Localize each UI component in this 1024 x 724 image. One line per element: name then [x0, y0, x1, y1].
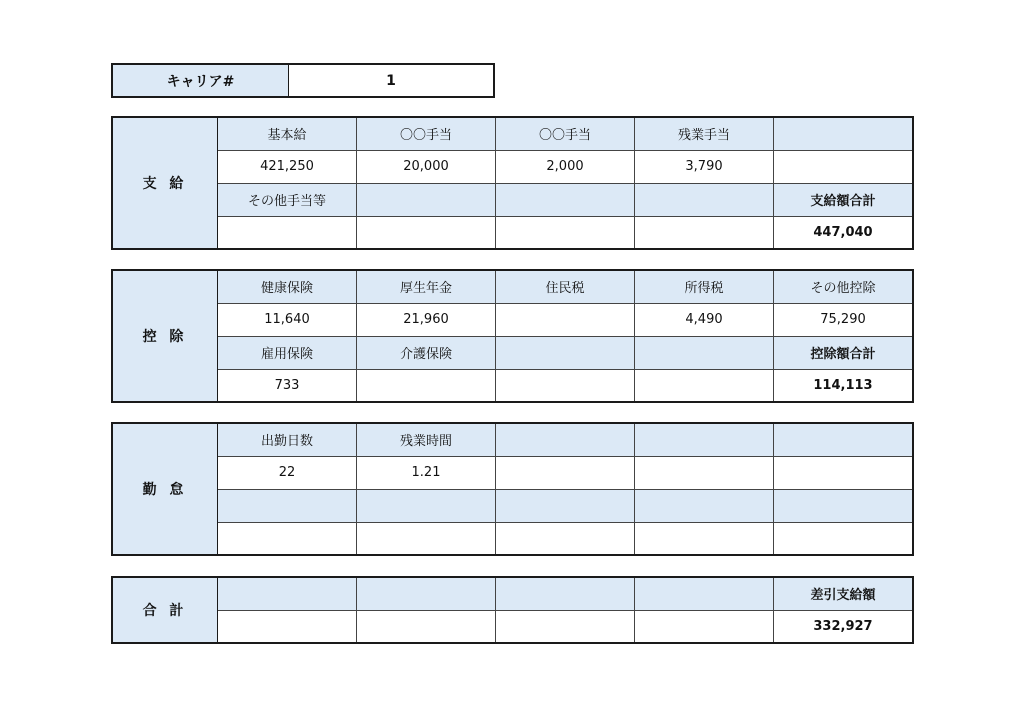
deduction-cell: [496, 336, 635, 369]
attendance-cell: [635, 456, 774, 489]
attendance-cell: [635, 423, 774, 456]
attendance-cell: 22: [218, 456, 357, 489]
attendance-cell: 出勤日数: [218, 423, 357, 456]
career-value: 1: [386, 72, 396, 89]
attendance-cell: [635, 522, 774, 555]
pay-cell: 3,790: [635, 150, 774, 183]
deduction-cell: 雇用保険: [218, 336, 357, 369]
deduction-cell: [496, 369, 635, 402]
attendance-cell: [496, 489, 635, 522]
deduction-cell: 733: [218, 369, 357, 402]
attendance-cell: 1.21: [357, 456, 496, 489]
deduction-cell: 75,290: [774, 303, 914, 336]
deduction-total-value: 114,113: [774, 369, 914, 402]
pay-cell: 20,000: [357, 150, 496, 183]
total-heading: 合 計: [112, 577, 218, 643]
deduction-cell: 健康保険: [218, 270, 357, 303]
pay-cell: [218, 216, 357, 249]
attendance-cell: [774, 456, 914, 489]
total-cell: [357, 577, 496, 610]
deduction-cell: 介護保険: [357, 336, 496, 369]
pay-cell: [774, 150, 914, 183]
deduction-cell: 厚生年金: [357, 270, 496, 303]
pay-section: [111, 116, 914, 250]
total-cell: [357, 610, 496, 643]
total-section: [111, 576, 914, 644]
pay-cell: [635, 183, 774, 216]
attendance-cell: [635, 489, 774, 522]
attendance-section: [111, 422, 914, 556]
attendance-cell: [357, 522, 496, 555]
attendance-cell: 残業時間: [357, 423, 496, 456]
attendance-cell: [496, 423, 635, 456]
total-cell: [635, 577, 774, 610]
total-cell: [635, 610, 774, 643]
attendance-cell: [496, 456, 635, 489]
pay-cell: [357, 183, 496, 216]
deduction-cell: その他控除: [774, 270, 914, 303]
career-label: キャリア#: [113, 65, 289, 96]
deduction-cell: [635, 369, 774, 402]
deduction-cell: 11,640: [218, 303, 357, 336]
deduction-cell: 4,490: [635, 303, 774, 336]
deduction-cell: 21,960: [357, 303, 496, 336]
deduction-total-label: 控除額合計: [774, 336, 914, 369]
attendance-cell: [496, 522, 635, 555]
pay-heading: 支 給: [112, 117, 218, 249]
pay-total-label: 支給額合計: [774, 183, 914, 216]
pay-cell: [496, 216, 635, 249]
attendance-cell: [774, 522, 914, 555]
total-cell: [218, 577, 357, 610]
pay-cell: [496, 183, 635, 216]
attendance-heading: 勤 怠: [112, 423, 218, 555]
deduction-cell: [357, 369, 496, 402]
deduction-section: [111, 269, 914, 403]
deduction-cell: 所得税: [635, 270, 774, 303]
net-pay-value: 332,927: [774, 610, 914, 643]
pay-cell: 2,000: [496, 150, 635, 183]
pay-total-value: 447,040: [774, 216, 914, 249]
attendance-cell: [218, 522, 357, 555]
deduction-cell: 住民税: [496, 270, 635, 303]
pay-cell: 421,250: [218, 150, 357, 183]
pay-cell: [774, 117, 914, 150]
attendance-cell: [218, 489, 357, 522]
deduction-cell: [496, 303, 635, 336]
career-number-box: [111, 63, 495, 98]
pay-cell: 〇〇手当: [357, 117, 496, 150]
pay-cell: 基本給: [218, 117, 357, 150]
pay-cell: 残業手当: [635, 117, 774, 150]
deduction-cell: [635, 336, 774, 369]
deduction-heading: 控 除: [112, 270, 218, 402]
net-pay-label: 差引支給額: [774, 577, 914, 610]
pay-cell: [357, 216, 496, 249]
total-cell: [496, 610, 635, 643]
pay-cell: その他手当等: [218, 183, 357, 216]
attendance-cell: [774, 423, 914, 456]
attendance-cell: [357, 489, 496, 522]
attendance-cell: [774, 489, 914, 522]
total-cell: [218, 610, 357, 643]
pay-cell: [635, 216, 774, 249]
pay-cell: 〇〇手当: [496, 117, 635, 150]
total-cell: [496, 577, 635, 610]
